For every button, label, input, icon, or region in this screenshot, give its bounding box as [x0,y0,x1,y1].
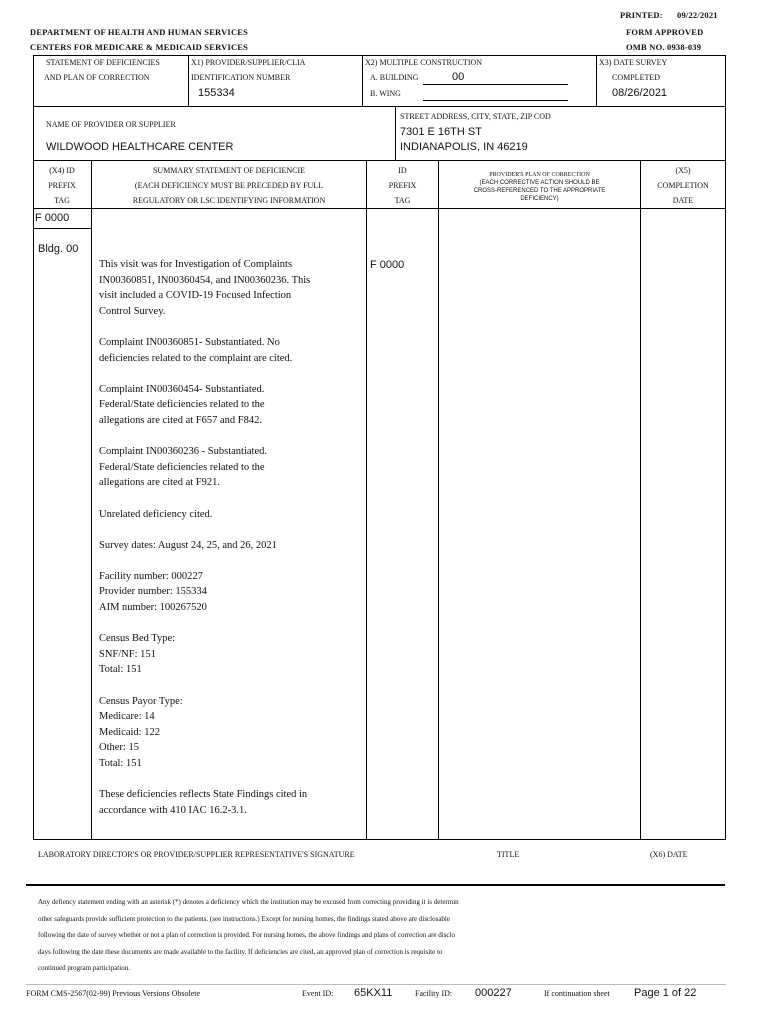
summary-line: Total: 151 [99,664,142,676]
printed-label: PRINTED: [620,10,663,20]
col-divider-1 [91,160,92,840]
disclaimer-line: days following the date these documents are made available to the facility. If deficiencies are cited, an approved plan of correction is requisite to [38,947,443,956]
col-divider-2 [366,160,367,840]
right-border [725,55,726,840]
disclaimer-line: continued program participation. [38,964,130,972]
summary-line: allegations are cited at F921. [99,477,221,489]
summary-line: Complaint IN00360851- Substantiated. No [99,336,280,348]
left-tag-underline [33,228,91,229]
facility-id-label: Facility ID: [415,989,453,998]
form-number: FORM CMS-2567(02-99) Previous Versions Obsolete [26,989,201,998]
x5-header-3: DATE [672,196,694,205]
summary-header-3: REGULATORY OR LSC IDENTIFYING INFORMATION [132,196,326,205]
city-state-zip: INDIANAPOLIS, IN 46219 [400,141,528,153]
event-id-value: 65KX11 [354,987,393,999]
centers-title: CENTERS FOR MEDICARE & MEDICAID SERVICES [30,42,249,52]
disclaimer-line: other safeguards provide sufficient protection to the patients. (see instructions.) Except for nursing homes, the findings stated above are disclosable [38,914,450,923]
summary-line: Census Bed Type: [99,633,176,645]
summary-line: Total: 151 [99,758,142,769]
summary-line: These deficiencies reflects State Findings cited in [99,789,308,801]
page-number: Page 1 of 22 [634,987,697,999]
facility-id-value: 000227 [475,987,512,999]
summary-paragraph [99,444,364,491]
summary-paragraph [99,631,364,678]
summary-line: Provider number: 155334 [99,586,207,598]
summary-line: Survey dates: August 24, 25, and 26, 2021 [99,539,277,551]
summary-header-2: (EACH DEFICIENCY MUST BE PRECEDED BY FULL [134,181,324,190]
x5-header-2: COMPLETION [657,181,709,190]
summary-paragraph [99,694,364,772]
left-tag: F 0000 [35,212,70,224]
x6-date-label: (X6) DATE [650,850,688,859]
x4-header-3: TAG [54,196,70,205]
summary-paragraph [99,787,364,818]
summary-line: Other: 15 [99,742,139,754]
summary-line: Federal/State deficiencies related to the [99,461,265,473]
x5-header-1: (X5) [675,166,691,175]
box1-bottom-border [33,106,725,107]
signature-rule [26,884,725,886]
x1-label-2: IDENTIFICATION NUMBER [191,73,291,82]
x3-label-1: X3) DATE SURVEY [599,58,668,67]
table-bottom-border [33,839,726,840]
x4-header-2: PREFIX [48,181,76,190]
summary-line: Facility number: 000227 [99,570,203,582]
summary-line: Complaint IN00360236 - Substantiated. [99,446,267,458]
provider-number: 155334 [198,87,235,99]
box1-divider-2 [362,55,363,106]
event-id-label: Event ID: [302,989,334,998]
plan-header-3: CROSS-REFERENCED TO THE APPROPRIATE [473,188,606,194]
statement-label-2: AND PLAN OF CORRECTION [44,73,150,82]
summary-statement [99,257,364,834]
x3-label-2: COMPLETED [612,73,660,82]
box1-divider-1 [188,55,189,106]
provider-bottom-border [33,160,725,161]
summary-line: Unrelated deficiency cited. [99,508,213,520]
disclaimer-line: following the date of survey whether or not a plan of correction is provided. For nursing homes, the above findings and plans of correction are disclo [38,931,455,939]
box-top-border [33,55,725,56]
summary-line: accordance with 410 IAC 16.2-3.1. [99,804,247,816]
printed-date: 09/22/2021 [677,10,718,20]
summary-paragraph [99,538,364,554]
summary-line: IN00360851, IN00360454, and IN00360236. This [99,274,311,286]
summary-paragraph [99,382,364,429]
column-header-bottom [33,208,725,209]
building-value: 00 [452,71,465,83]
statement-label-1: STATEMENT OF DEFICIENCIES [46,58,160,67]
summary-line: Medicare: 14 [99,711,155,723]
summary-line: Federal/State deficiencies related to the [99,399,265,411]
disclaimer [38,894,728,977]
dept-title: DEPARTMENT OF HEALTH AND HUMAN SERVICES [30,27,249,37]
disclaimer-line: Any defiency statement ending with an asterisk (*) denotes a deficiency which the institution may be excused from correcting providing it is determin [38,898,459,906]
summary-line: Control Survey. [99,305,166,317]
summary-line: SNF/NF: 151 [99,648,156,660]
summary-line: allegations are cited at F657 and F842. [99,414,263,426]
id-header-2: PREFIX [388,181,417,190]
summary-line: Census Payor Type: [99,695,183,707]
provider-name: WILDWOOD HEALTHCARE CENTER [46,141,234,153]
title-label: TITLE [497,850,520,859]
box1-divider-3 [596,55,597,106]
address-label: STREET ADDRESS, CITY, STATE, ZIP COD [400,112,551,121]
summary-paragraph [99,569,364,616]
summary-paragraph [99,335,364,366]
plan-header-4: DEFICIENCY) [520,196,559,202]
provider-divider [395,106,396,160]
x2-label: X2) MULTIPLE CONSTRUCTION [365,58,483,67]
x1-label-1: X1) PROVIDER/SUPPLIER/CLIA [191,58,306,67]
wing-label: B. WING [370,89,401,98]
plan-header-2: (EACH CORRECTIVE ACTION SHOULD BE [479,180,600,186]
summary-header-1: SUMMARY STATEMENT OF DEFICIENCIE [152,166,306,175]
col-divider-4 [640,160,641,840]
summary-line: Complaint IN00360454- Substantiated. [99,383,265,395]
building-underline [423,84,568,85]
building-label: A. BUILDING [370,73,419,82]
col-divider-3 [438,160,439,840]
continuation-label: If continuation sheet [544,989,610,998]
summary-line: This visit was for Investigation of Complaints [99,259,293,270]
summary-line: visit included a COVID-19 Focused Infection [99,290,292,302]
summary-paragraph [99,257,364,319]
provider-name-label: NAME OF PROVIDER OR SUPPLIER [46,120,176,129]
summary-line: Medicaid: 122 [99,726,160,738]
id-header-1: ID [398,166,407,175]
summary-line: deficiencies related to the complaint are cited. [99,352,293,364]
street-address: 7301 E 16TH ST [400,126,482,138]
right-tag: F 0000 [370,259,405,271]
wing-underline [423,100,568,101]
form-approved: FORM APPROVED [626,27,704,37]
x4-header-1: (X4) ID [49,166,75,175]
building-tag: Bldg. 00 [38,243,79,255]
signature-label: LABORATORY DIRECTOR'S OR PROVIDER/SUPPLIER REPRESENTATIVE'S SIGNATURE [38,850,355,859]
survey-date: 08/26/2021 [612,87,668,99]
summary-paragraph [99,507,364,523]
omb-number: OMB NO. 0938-039 [626,42,702,52]
footer-rule [26,984,726,985]
plan-header-1: PROVIDER'S PLAN OF CORRECTION [489,172,590,178]
id-header-3: TAG [394,196,411,205]
summary-line: AIM number: 100267520 [99,602,207,614]
